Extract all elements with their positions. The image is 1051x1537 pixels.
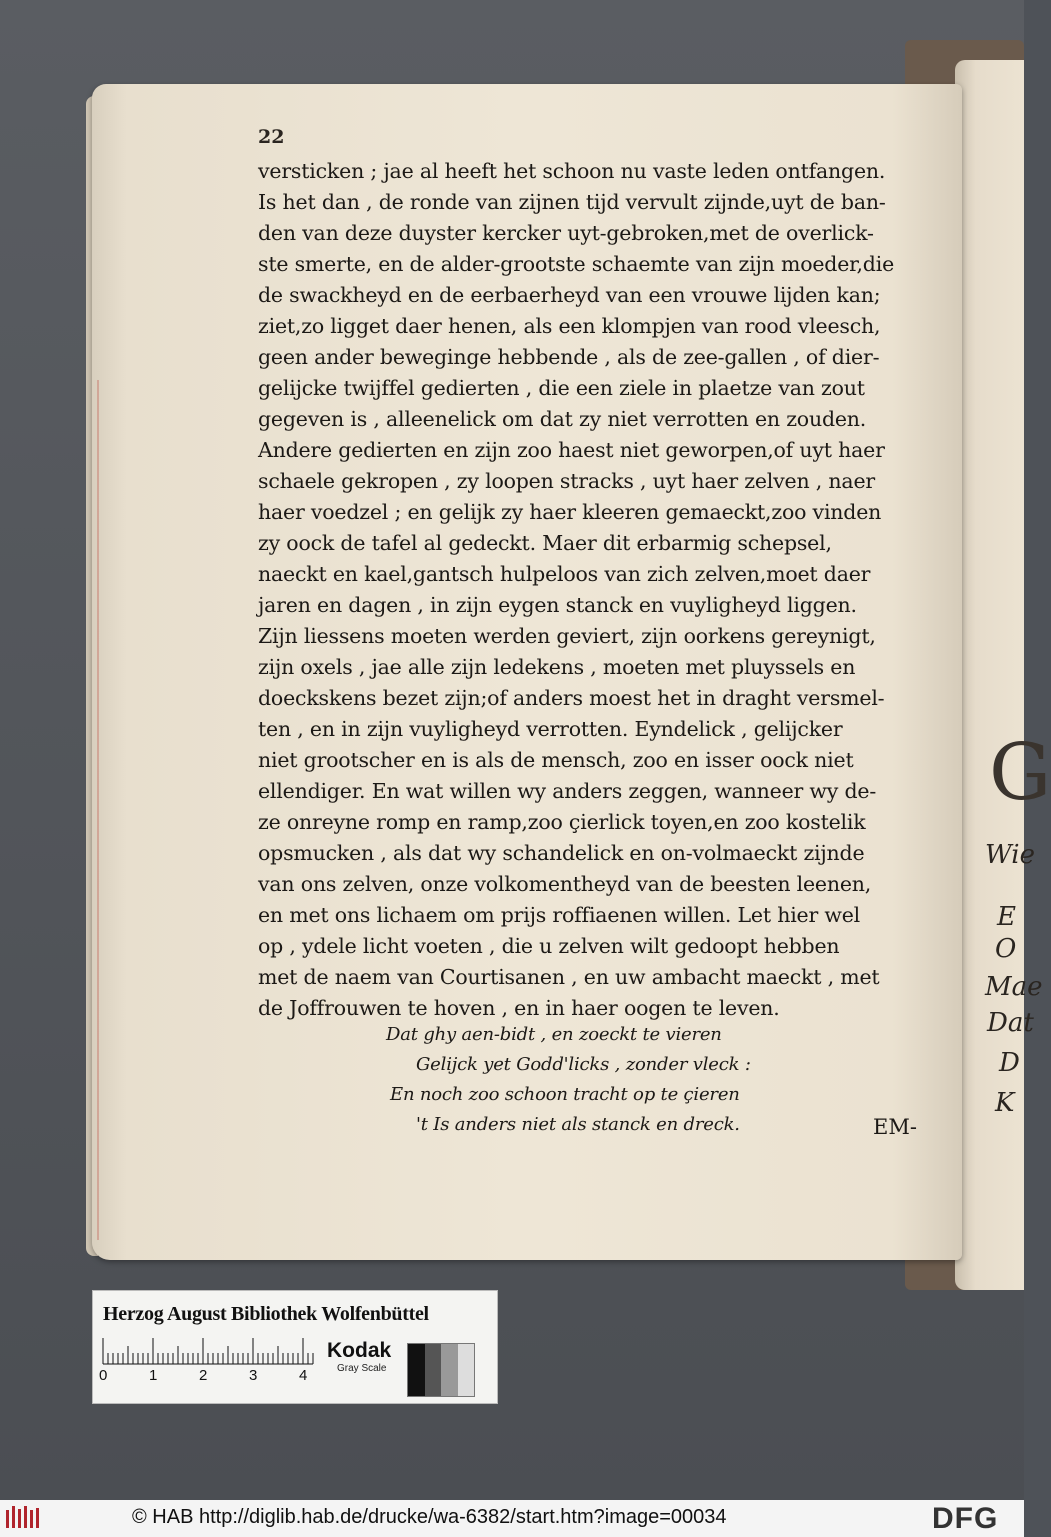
text-line: Is het dan , de ronde van zijnen tijd vervult zijnde,uyt de ban- bbox=[258, 190, 886, 214]
kodak-logo: Kodak bbox=[327, 1339, 392, 1362]
text-line: en met ons lichaem om prijs roffiaenen willen. Let hier wel bbox=[258, 903, 861, 927]
dfg-logo: DFG bbox=[932, 1502, 999, 1535]
footer-bar bbox=[0, 1500, 1024, 1537]
card-title: Herzog August Bibliothek Wolfenbüttel bbox=[103, 1303, 429, 1325]
text-line: versticken ; jae al heeft het schoon nu vaste leden ontfangen. bbox=[258, 159, 886, 183]
ruler-scale bbox=[103, 1337, 313, 1365]
facing-fragment: K bbox=[995, 1088, 1015, 1118]
text-line: jaren en dagen , in zijn eygen stanck en vuyligheyd liggen. bbox=[258, 593, 857, 617]
text-line: niet grootscher en is als de mensch, zoo en isser oock niet bbox=[258, 748, 854, 772]
hab-logo-icon bbox=[6, 1506, 44, 1530]
verse-line: 't Is anders niet als stanck en dreck. bbox=[416, 1114, 740, 1135]
verse-line: Dat ghy aen-bidt , en zoeckt te vieren bbox=[386, 1024, 722, 1045]
text-line: ellendiger. En wat willen wy anders zeggen, wanneer wy de- bbox=[258, 779, 877, 803]
text-line: de swackheyd en de eerbaerheyd van een vrouwe lijden kan; bbox=[258, 283, 881, 307]
facing-fragment: O bbox=[995, 934, 1017, 964]
copyright-link[interactable]: © HAB http://diglib.hab.de/drucke/wa-6382/start.htm?image=00034 bbox=[132, 1506, 727, 1528]
facing-fragment: Mae bbox=[985, 972, 1043, 1002]
ruler-number: 0 bbox=[99, 1367, 108, 1384]
ruler-number: 3 bbox=[249, 1367, 258, 1384]
text-line: ziet,zo ligget daer henen, als een klompjen van rood vleesch, bbox=[258, 314, 881, 338]
facing-fragment: E bbox=[997, 902, 1016, 932]
text-line: van ons zelven, onze volkomentheyd van de beesten leenen, bbox=[258, 872, 872, 896]
gray-scale-label: Gray Scale bbox=[337, 1363, 387, 1374]
text-line: opsmucken , als dat wy schandelick en on-volmaeckt zijnde bbox=[258, 841, 865, 865]
ruler-number: 2 bbox=[199, 1367, 208, 1384]
text-line: zy oock de tafel al gedeckt. Maer dit erbarmig schepsel, bbox=[258, 531, 832, 555]
text-line: gelijcke twijffel gedierten , die een ziele in plaetze van zout bbox=[258, 376, 865, 400]
text-line: ten , en in zijn vuyligheyd verrotten. Eyndelick , gelijcker bbox=[258, 717, 843, 741]
facing-page bbox=[955, 60, 1051, 1290]
text-line: Zijn liessens moeten werden geviert, zijn oorkens gereynigt, bbox=[258, 624, 876, 648]
text-line: zijn oxels , jae alle zijn ledekens , moeten met pluyssels en bbox=[258, 655, 856, 679]
page-margin-stain bbox=[97, 380, 99, 1240]
text-line: doeckskens bezet zijn;of anders moest het in draght versmel- bbox=[258, 686, 885, 710]
catchword: EM- bbox=[873, 1115, 917, 1139]
text-line: ze onreyne romp en ramp,zoo çierlick toyen,en zoo kostelik bbox=[258, 810, 866, 834]
facing-fragment: Dat bbox=[987, 1008, 1034, 1038]
facing-initial: G bbox=[989, 728, 1051, 818]
text-line: haer voedzel ; en gelijk zy haer kleeren gemaeckt,zoo vinden bbox=[258, 500, 882, 524]
verse-line: Gelijck yet Godd'licks , zonder vleck : bbox=[416, 1054, 751, 1075]
verse-line: En noch zoo schoon tracht op te çieren bbox=[390, 1084, 740, 1105]
text-line: naeckt en kael,gantsch hulpeloos van zich zelven,moet daer bbox=[258, 562, 871, 586]
facing-fragment: Wie bbox=[985, 840, 1035, 870]
ruler-number: 4 bbox=[299, 1367, 308, 1384]
text-line: ste smerte, en de alder-grootste schaemte van zijn moeder,die bbox=[258, 252, 895, 276]
library-color-card bbox=[92, 1290, 498, 1404]
facing-fragment: D bbox=[999, 1048, 1020, 1078]
text-line: met de naem van Courtisanen , en uw ambacht maeckt , met bbox=[258, 965, 880, 989]
text-line: geen ander beweginge hebbende , als de zee-gallen , of dier- bbox=[258, 345, 880, 369]
text-line: Andere gedierten en zijn zoo haest niet geworpen,of uyt haer bbox=[258, 438, 885, 462]
text-line: de Joffrouwen te hoven , en in haer oogen te leven. bbox=[258, 996, 780, 1020]
ruler-number: 1 bbox=[149, 1367, 158, 1384]
text-line: gegeven is , alleenelick om dat zy niet verrotten en zouden. bbox=[258, 407, 867, 431]
page-number: 22 bbox=[258, 126, 285, 148]
text-line: op , ydele licht voeten , die u zelven wilt gedoopt hebben bbox=[258, 934, 840, 958]
text-line: den van deze duyster kercker uyt-gebroken,met de overlick- bbox=[258, 221, 874, 245]
text-line: schaele gekropen , zy loopen stracks , uyt haer zelven , naer bbox=[258, 469, 875, 493]
gray-scale-swatch bbox=[407, 1343, 475, 1397]
